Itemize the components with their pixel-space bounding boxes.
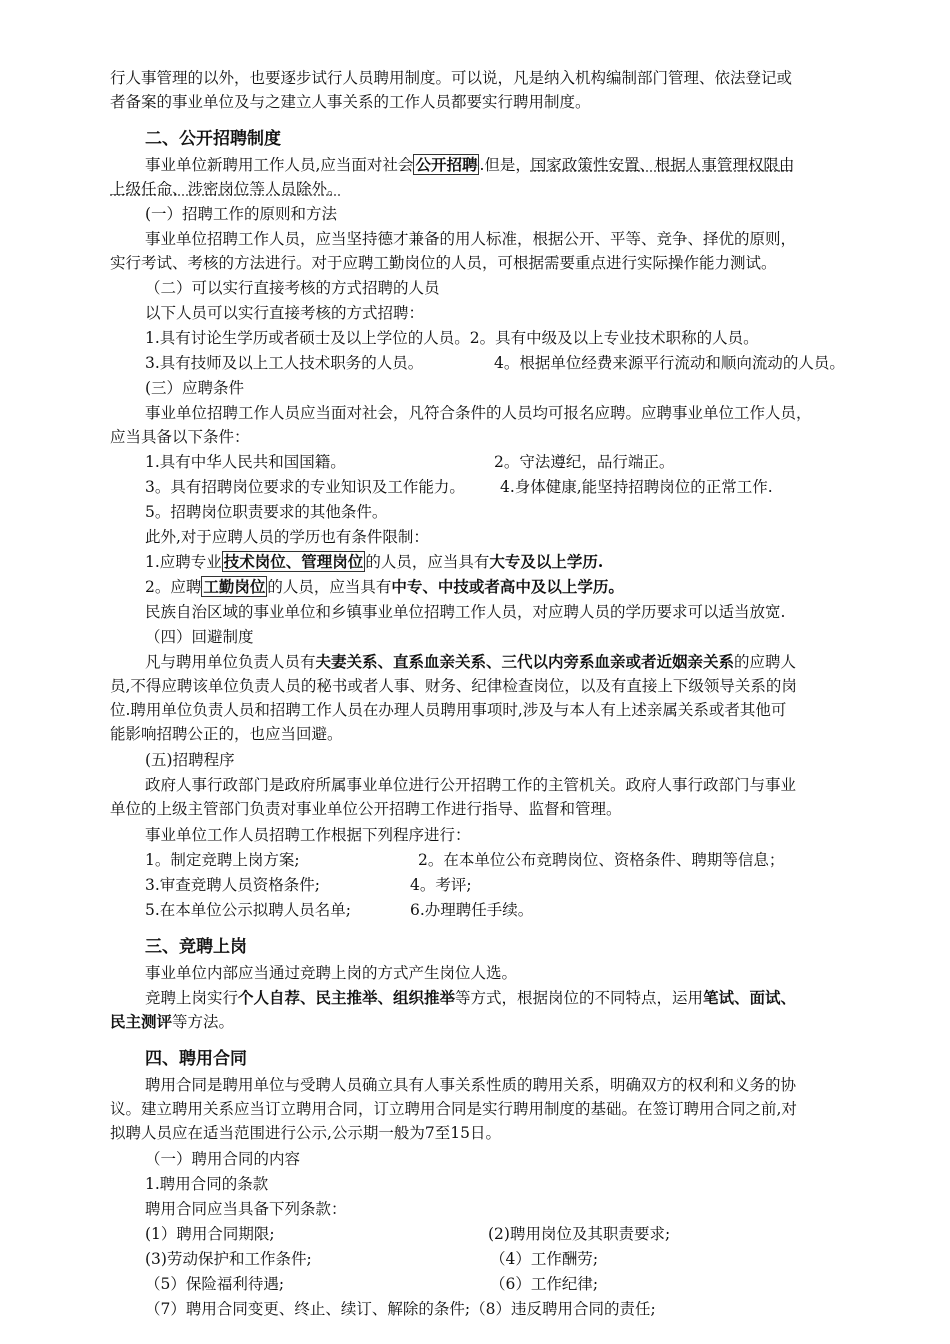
paragraph-line: 以下人员可以实行直接考核的方式招聘： [145,304,425,322]
list-item: （5）保险福利待遇; [145,1275,285,1293]
paragraph-line: 上级任命、涉密岗位等人员除外。 [110,180,343,198]
text-run: 的应聘人 [734,653,797,671]
subsection-heading: （四）回避制度 [145,628,254,646]
paragraph-line: 事业单位内部应当通过竞聘上岗的方式产生岗位人选。 [145,964,518,982]
list-item: （6）工作纪律; [490,1275,599,1293]
paragraph-line: 行人事管理的以外，也要逐步试行人员聘用制度。可以说，凡是纳入机构编制部门管理、依法登记或 [110,69,793,87]
bold-text: 大专及以上学历. [489,552,604,571]
paragraph-line: 员,不得应聘该单位负责人员的秘书或者人事、财务、纪律检查岗位，以及有直接上下级领导关系的岗 [110,677,797,695]
paragraph-line: 位.聘用单位负责人员和招聘工作人员在办理人员聘用事项时,涉及与本人有上述亲属关系或者其他可 [110,701,787,719]
bold-text: 笔试、面试、 [703,988,797,1007]
subsection-heading: （二）可以实行直接考核的方式招聘的人员 [145,279,440,297]
text-run: 2。应聘 [145,578,202,596]
subsection-heading: (一）招聘工作的原则和方法 [145,205,338,223]
list-item: 2。在本单位公布竞聘岗位、资格条件、聘期等信息； [418,851,785,869]
paragraph-line: 此外,对于应聘人员的学历也有条件限制： [145,528,429,546]
section-heading: 三、竞聘上岗 [145,937,247,957]
list-item: 4.身体健康,能坚持招聘岗位的正常工作. [500,478,773,496]
text-run: 竞聘上岗实行 [145,989,239,1007]
paragraph-line [145,986,796,1010]
subsection-heading: (三）应聘条件 [145,379,245,397]
paragraph-line [110,1010,234,1034]
list-item: (3)劳动保护和工作条件; [145,1250,312,1268]
list-item: 4。根据单位经费来源平行流动和顺向流动的人员。 [494,354,845,372]
paragraph-line: 聘用合同应当具备下列条款： [145,1200,347,1218]
list-item [145,550,603,574]
paragraph-line: 单位的上级主管部门负责对事业单位公开招聘工作进行指导、监督和管理。 [110,800,622,818]
list-item: (2)聘用岗位及其职责要求; [488,1225,671,1243]
underlined-text: 国家政策性安置、根据人事管理权限由 [530,156,795,174]
list-item: 4。考评; [410,876,472,894]
section-heading: 二、公开招聘制度 [145,129,281,149]
text-run: 等方法。 [172,1013,235,1031]
list-item: 5.在本单位公示拟聘人员名单; [145,901,352,919]
paragraph-line: 事业单位招聘工作人员应当面对社会，凡符合条件的人员均可报名应聘。应聘事业单位工作人员， [145,404,812,422]
paragraph-line: 议。建立聘用关系应当订立聘用合同，订立聘用合同是实行聘用制度的基础。在签订聘用合同之前,对 [110,1100,797,1118]
subsection-heading: （一）聘用合同的内容 [145,1150,301,1168]
list-item: 3.审查竞聘人员资格条件; [145,876,321,894]
text-run: 1.应聘专业 [145,553,222,571]
list-item: 1.具有讨论生学历或者硕士及以上学位的人员。2。具有中级及以上专业技术职称的人员。 [145,329,759,347]
list-item: 2。守法遵纪，品行端正。 [494,453,675,471]
paragraph-line: 拟聘人员应在适当范围进行公示,公示期一般为7至15日。 [110,1124,502,1142]
paragraph-line: 政府人事行政部门是政府所属事业单位进行公开招聘工作的主管机关。政府人事行政部门与事业 [145,776,797,794]
list-item: (1）聘用合同期限; [145,1225,275,1243]
paragraph-line: 能影响招聘公正的，也应当回避。 [110,725,343,743]
list-item: 5。招聘岗位职责要求的其他条件。 [145,503,388,521]
list-item: 3.具有技师及以上工人技术职务的人员。 [145,354,424,372]
paragraph-line: 应当具备以下条件： [110,428,250,446]
list-item [145,575,624,599]
boxed-term: 技术岗位、管理岗位 [223,552,364,571]
list-item: 6.办理聘任手续。 [410,901,534,919]
paragraph-line: 1.聘用合同的条款 [145,1175,269,1193]
text-run: 凡与聘用单位负责人员有 [145,653,316,671]
bold-text: 个人自荐、民主推举、组织推举 [238,988,456,1007]
bold-text: 民主测评 [110,1012,173,1031]
bold-text: 夫妻关系、直系血亲关系、三代以内旁系血亲或者近姻亲关系 [315,652,735,671]
section-heading: 四、聘用合同 [145,1049,247,1069]
paragraph-line: 民族自治区域的事业单位和乡镇事业单位招聘工作人员，对应聘人员的学历要求可以适当放宽. [145,603,786,621]
list-item: （7）聘用合同变更、终止、续订、解除的条件;（8）违反聘用合同的责任; [145,1300,656,1318]
boxed-term: 工勤岗位 [203,577,266,596]
text-run: 事业单位新聘用工作人员,应当面对社会 [145,156,414,174]
paragraph-line: 实行考试、考核的方法进行。对于应聘工勤岗位的人员，可根据需要重点进行实际操作能力测试。 [110,254,777,272]
text-run: 的人员，应当具有 [365,553,490,571]
subsection-heading: (五)招聘程序 [145,751,235,769]
bold-text: 中专、中技或者高中及以上学历。 [391,577,624,596]
text-run: .但是， [479,156,531,174]
paragraph-line: 聘用合同是聘用单位与受聘人员确立具有人事关系性质的聘用关系，明确双方的权利和义务的协 [145,1076,797,1094]
paragraph-line: 事业单位招聘工作人员，应当坚持德才兼备的用人标准，根据公开、平等、竞争、择优的原则， [145,230,797,248]
list-item: 3。具有招聘岗位要求的专业知识及工作能力。 [145,478,465,496]
list-item: 1。制定竞聘上岗方案; [145,851,300,869]
list-item: 1.具有中华人民共和国国籍。 [145,453,346,471]
list-item: （4）工作酬劳; [490,1250,599,1268]
paragraph-line [145,650,796,674]
paragraph-line [145,153,794,177]
paragraph-line: 者备案的事业单位及与之建立人事关系的工作人员都要实行聘用制度。 [110,93,591,111]
text-run: 的人员，应当具有 [267,578,392,596]
text-run: 等方式，根据岗位的不同特点，运用 [455,989,704,1007]
boxed-term: 公开招聘 [415,155,478,174]
paragraph-line: 事业单位工作人员招聘工作根据下列程序进行： [145,826,471,844]
